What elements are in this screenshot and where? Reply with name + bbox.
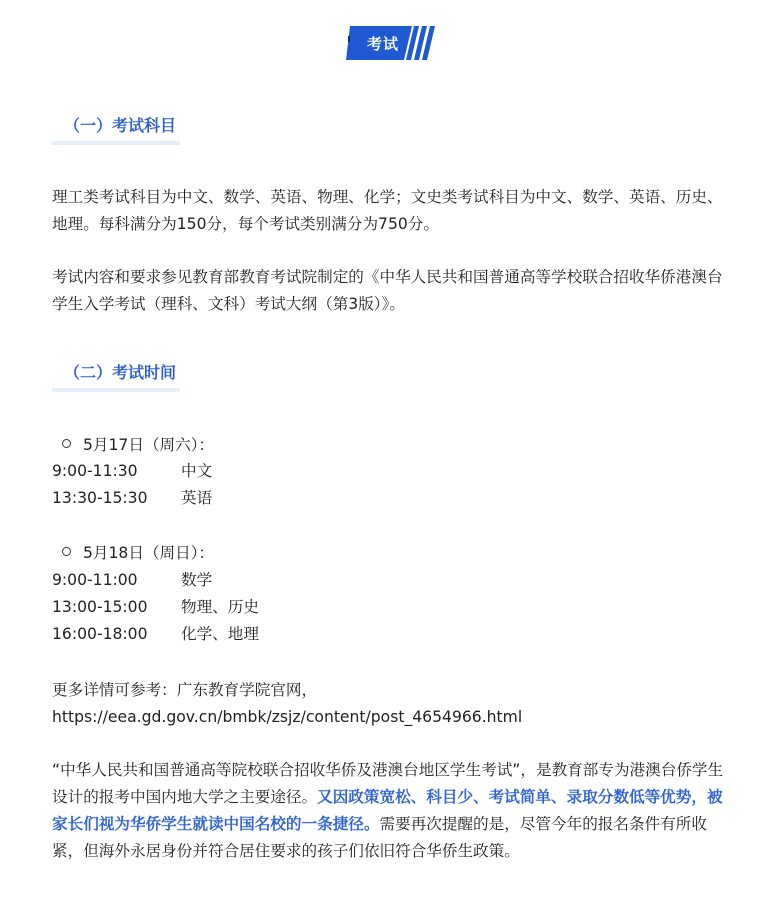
closing-text: 需要再次提醒的是，尽管今年的报名条件有所收紧，但海外永居身份并符合居住要求的孩子们依旧符合华侨生政策。 (52, 815, 707, 860)
day-label (62, 432, 214, 459)
subjects-paragraph: 理工类考试科目为中文、数学、英语、物理、化学；文史类考试科目为中文、数学、英语、历史、地理。每科满分为150分，每个考试类别满分为750分。 (52, 188, 723, 233)
schedule-time: 13:30-15:30 (52, 489, 148, 507)
schedule-time: 9:00-11:30 (52, 462, 138, 480)
schedule-row (52, 485, 212, 512)
circle-bullet-icon (62, 439, 71, 448)
banner-title: 考试 (366, 34, 399, 53)
more-info (52, 677, 736, 731)
schedule-time: 13:00-15:00 (52, 598, 148, 616)
closing-paragraph (52, 757, 736, 865)
schedule-row (52, 594, 259, 621)
heading-underline (52, 388, 180, 392)
schedule-row (52, 567, 212, 594)
day-label (62, 540, 214, 567)
day-label-text: 5月18日（周日）： (83, 544, 215, 562)
schedule-subject: 中文 (181, 462, 213, 480)
heading-underline (52, 141, 180, 145)
circle-bullet-icon (62, 547, 71, 556)
schedule-subject: 化学、地理 (181, 625, 259, 643)
schedule-subject: 物理、历史 (181, 598, 259, 616)
schedule-row (52, 621, 259, 648)
closing-text: “中华人民共和国普通高等院校联合招收华侨及港澳台地区学生考试”，是教育部专为港澳台侨学生设计的报考中国内地大学之主要途径。 (52, 761, 724, 806)
section-heading-text: （二）考试时间 (64, 363, 177, 382)
syllabus-paragraph: 考试内容和要求参见教育部教育考试院制定的《中华人民共和国普通高等学校联合招收华侨港澳台学生入学考试（理科、文科）考试大纲（第3版）》。 (52, 268, 723, 313)
more-info-url: https://eea.gd.gov.cn/bmbk/zsjz/content/post_4654966.html (52, 708, 523, 726)
section-heading-text: （一）考试科目 (64, 116, 177, 135)
day-label-text: 5月17日（周六）： (83, 436, 215, 454)
more-info-label: 更多详情可参考：广东教育学院官网， (52, 681, 318, 699)
schedule-subject: 英语 (181, 489, 213, 507)
closing-highlight: 又因政策宽松、科目少、考试简单、录取分数低等优势，被家长们视为华侨学生就读中国名校的一条捷径。 (52, 788, 723, 833)
schedule-subject: 数学 (181, 571, 213, 589)
schedule-time: 16:00-18:00 (52, 625, 148, 643)
schedule-time: 9:00-11:00 (52, 571, 138, 589)
schedule-row (52, 458, 212, 485)
